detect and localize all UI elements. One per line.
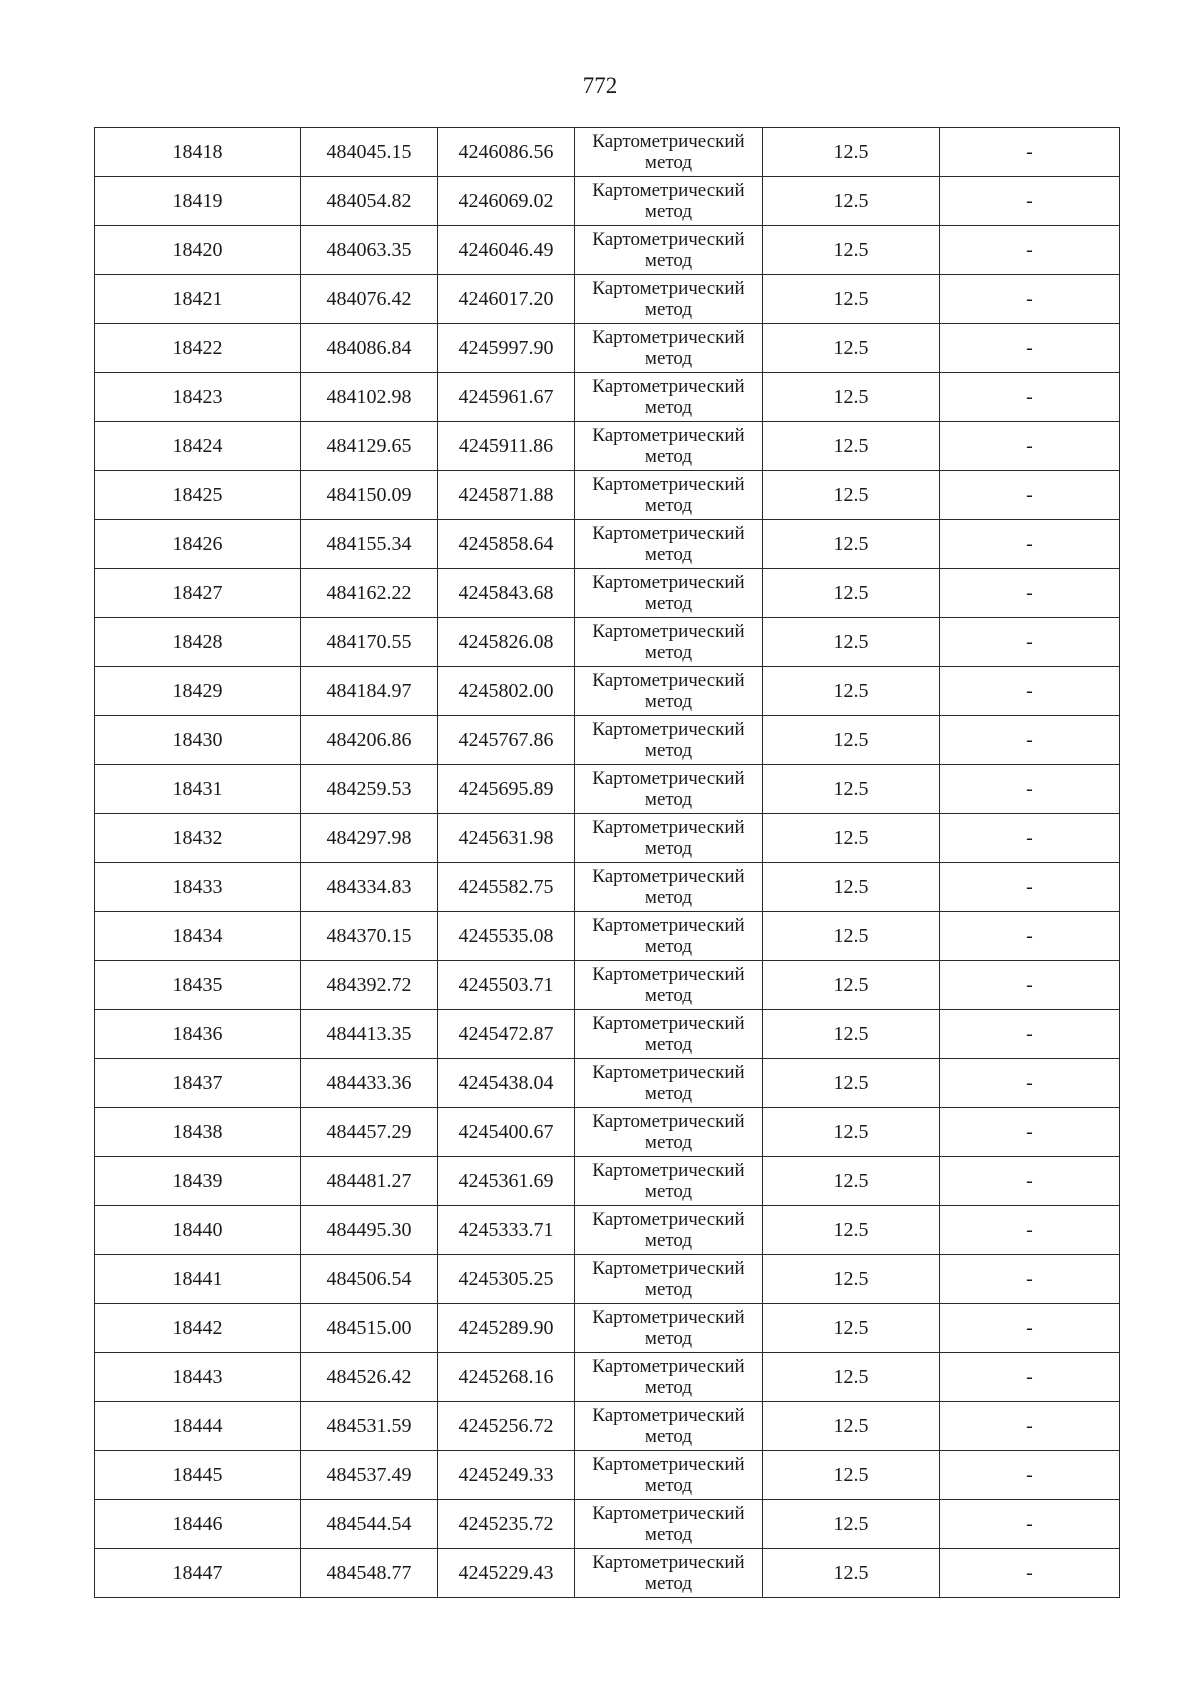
point-number-cell: 18438 [95, 1108, 301, 1157]
page-number: 772 [582, 73, 618, 98]
table-row [95, 1157, 1120, 1206]
coordinates-table-body [95, 128, 1120, 1598]
x-coordinate-cell: 484206.86 [301, 716, 438, 765]
table-row [95, 1451, 1120, 1500]
method-line-2: метод [644, 446, 693, 467]
method-line-2: метод [644, 1524, 693, 1545]
note-cell: - [940, 471, 1120, 520]
table-row [95, 765, 1120, 814]
y-coordinate-cell: 4245843.68 [438, 569, 575, 618]
method-line-1: Картометрический [592, 1307, 745, 1328]
table-row [95, 1206, 1120, 1255]
coordinates-table [94, 127, 1120, 1598]
y-coordinate-cell: 4245438.04 [438, 1059, 575, 1108]
method-line-1: Картометрический [592, 474, 745, 495]
method-line-1: Картометрический [592, 768, 745, 789]
method-line-1: Картометрический [592, 670, 745, 691]
x-coordinate-cell: 484129.65 [301, 422, 438, 471]
accuracy-cell: 12.5 [763, 961, 940, 1010]
method-line-1: Картометрический [592, 817, 745, 838]
note-cell: - [940, 1304, 1120, 1353]
y-coordinate-cell: 4245256.72 [438, 1402, 575, 1451]
x-coordinate-cell: 484506.54 [301, 1255, 438, 1304]
point-number-cell: 18435 [95, 961, 301, 1010]
y-coordinate-cell: 4246086.56 [438, 128, 575, 177]
method-cell [575, 1500, 763, 1549]
method-line-2: метод [644, 1573, 693, 1594]
method-cell [575, 814, 763, 863]
method-line-2: метод [644, 397, 693, 418]
y-coordinate-cell: 4245997.90 [438, 324, 575, 373]
point-number-cell: 18422 [95, 324, 301, 373]
table-row [95, 1304, 1120, 1353]
x-coordinate-cell: 484155.34 [301, 520, 438, 569]
y-coordinate-cell: 4245582.75 [438, 863, 575, 912]
method-line-1: Картометрический [592, 1552, 745, 1573]
accuracy-cell: 12.5 [763, 1059, 940, 1108]
method-cell [575, 1059, 763, 1108]
note-cell: - [940, 324, 1120, 373]
note-cell: - [940, 1010, 1120, 1059]
method-line-1: Картометрический [592, 278, 745, 299]
method-line-1: Картометрический [592, 1111, 745, 1132]
table-row [95, 912, 1120, 961]
y-coordinate-cell: 4245858.64 [438, 520, 575, 569]
accuracy-cell: 12.5 [763, 716, 940, 765]
method-line-2: метод [644, 1377, 693, 1398]
accuracy-cell: 12.5 [763, 863, 940, 912]
y-coordinate-cell: 4245767.86 [438, 716, 575, 765]
note-cell: - [940, 422, 1120, 471]
method-cell [575, 324, 763, 373]
y-coordinate-cell: 4246069.02 [438, 177, 575, 226]
method-line-2: метод [644, 348, 693, 369]
note-cell: - [940, 1157, 1120, 1206]
y-coordinate-cell: 4245249.33 [438, 1451, 575, 1500]
method-cell [575, 471, 763, 520]
method-cell [575, 1157, 763, 1206]
table-row [95, 324, 1120, 373]
table-row [95, 373, 1120, 422]
table-row [95, 1549, 1120, 1598]
note-cell: - [940, 1255, 1120, 1304]
note-cell: - [940, 520, 1120, 569]
method-line-2: метод [644, 1279, 693, 1300]
method-line-2: метод [644, 642, 693, 663]
point-number-cell: 18440 [95, 1206, 301, 1255]
accuracy-cell: 12.5 [763, 1108, 940, 1157]
point-number-cell: 18443 [95, 1353, 301, 1402]
y-coordinate-cell: 4245289.90 [438, 1304, 575, 1353]
x-coordinate-cell: 484433.36 [301, 1059, 438, 1108]
method-cell [575, 1010, 763, 1059]
x-coordinate-cell: 484392.72 [301, 961, 438, 1010]
method-cell [575, 1451, 763, 1500]
method-cell [575, 1255, 763, 1304]
method-line-2: метод [644, 1230, 693, 1251]
x-coordinate-cell: 484413.35 [301, 1010, 438, 1059]
table-row [95, 569, 1120, 618]
y-coordinate-cell: 4245503.71 [438, 961, 575, 1010]
method-line-2: метод [644, 789, 693, 810]
table-row [95, 177, 1120, 226]
x-coordinate-cell: 484544.54 [301, 1500, 438, 1549]
accuracy-cell: 12.5 [763, 1500, 940, 1549]
method-line-2: метод [644, 691, 693, 712]
method-line-2: метод [644, 544, 693, 565]
x-coordinate-cell: 484162.22 [301, 569, 438, 618]
x-coordinate-cell: 484531.59 [301, 1402, 438, 1451]
method-cell [575, 569, 763, 618]
method-line-1: Картометрический [592, 1209, 745, 1230]
method-line-2: метод [644, 936, 693, 957]
point-number-cell: 18427 [95, 569, 301, 618]
method-line-1: Картометрический [592, 621, 745, 642]
method-cell [575, 275, 763, 324]
x-coordinate-cell: 484150.09 [301, 471, 438, 520]
method-line-2: метод [644, 887, 693, 908]
method-cell [575, 177, 763, 226]
method-line-2: метод [644, 152, 693, 173]
table-row [95, 520, 1120, 569]
note-cell: - [940, 1549, 1120, 1598]
table-row [95, 814, 1120, 863]
x-coordinate-cell: 484495.30 [301, 1206, 438, 1255]
accuracy-cell: 12.5 [763, 765, 940, 814]
table-row [95, 226, 1120, 275]
method-line-2: метод [644, 985, 693, 1006]
note-cell: - [940, 961, 1120, 1010]
accuracy-cell: 12.5 [763, 814, 940, 863]
table-row [95, 1255, 1120, 1304]
note-cell: - [940, 1402, 1120, 1451]
accuracy-cell: 12.5 [763, 569, 940, 618]
point-number-cell: 18447 [95, 1549, 301, 1598]
point-number-cell: 18423 [95, 373, 301, 422]
note-cell: - [940, 373, 1120, 422]
accuracy-cell: 12.5 [763, 1304, 940, 1353]
point-number-cell: 18444 [95, 1402, 301, 1451]
x-coordinate-cell: 484537.49 [301, 1451, 438, 1500]
y-coordinate-cell: 4245911.86 [438, 422, 575, 471]
method-cell [575, 1353, 763, 1402]
table-row [95, 961, 1120, 1010]
x-coordinate-cell: 484054.82 [301, 177, 438, 226]
method-line-1: Картометрический [592, 915, 745, 936]
method-cell [575, 1206, 763, 1255]
method-line-2: метод [644, 593, 693, 614]
accuracy-cell: 12.5 [763, 128, 940, 177]
accuracy-cell: 12.5 [763, 1255, 940, 1304]
note-cell: - [940, 1206, 1120, 1255]
method-line-2: метод [644, 250, 693, 271]
method-line-1: Картометрический [592, 1062, 745, 1083]
point-number-cell: 18421 [95, 275, 301, 324]
method-line-2: метод [644, 299, 693, 320]
point-number-cell: 18430 [95, 716, 301, 765]
point-number-cell: 18437 [95, 1059, 301, 1108]
x-coordinate-cell: 484370.15 [301, 912, 438, 961]
point-number-cell: 18445 [95, 1451, 301, 1500]
method-line-1: Картометрический [592, 1405, 745, 1426]
accuracy-cell: 12.5 [763, 275, 940, 324]
y-coordinate-cell: 4245229.43 [438, 1549, 575, 1598]
method-cell [575, 863, 763, 912]
table-row [95, 716, 1120, 765]
point-number-cell: 18441 [95, 1255, 301, 1304]
table-row [95, 1500, 1120, 1549]
method-cell [575, 912, 763, 961]
note-cell: - [940, 667, 1120, 716]
accuracy-cell: 12.5 [763, 1206, 940, 1255]
accuracy-cell: 12.5 [763, 1451, 940, 1500]
accuracy-cell: 12.5 [763, 520, 940, 569]
method-line-2: метод [644, 201, 693, 222]
table-row [95, 863, 1120, 912]
method-cell [575, 716, 763, 765]
note-cell: - [940, 177, 1120, 226]
y-coordinate-cell: 4245535.08 [438, 912, 575, 961]
accuracy-cell: 12.5 [763, 226, 940, 275]
y-coordinate-cell: 4245268.16 [438, 1353, 575, 1402]
y-coordinate-cell: 4246017.20 [438, 275, 575, 324]
y-coordinate-cell: 4245305.25 [438, 1255, 575, 1304]
point-number-cell: 18433 [95, 863, 301, 912]
point-number-cell: 18432 [95, 814, 301, 863]
method-line-2: метод [644, 1034, 693, 1055]
accuracy-cell: 12.5 [763, 1549, 940, 1598]
point-number-cell: 18446 [95, 1500, 301, 1549]
method-line-2: метод [644, 740, 693, 761]
method-line-1: Картометрический [592, 964, 745, 985]
accuracy-cell: 12.5 [763, 1010, 940, 1059]
note-cell: - [940, 569, 1120, 618]
note-cell: - [940, 1059, 1120, 1108]
method-cell [575, 226, 763, 275]
y-coordinate-cell: 4245472.87 [438, 1010, 575, 1059]
accuracy-cell: 12.5 [763, 1353, 940, 1402]
method-cell [575, 765, 763, 814]
note-cell: - [940, 716, 1120, 765]
method-line-1: Картометрический [592, 1454, 745, 1475]
note-cell: - [940, 1353, 1120, 1402]
method-line-2: метод [644, 1328, 693, 1349]
x-coordinate-cell: 484045.15 [301, 128, 438, 177]
method-line-2: метод [644, 1426, 693, 1447]
accuracy-cell: 12.5 [763, 1157, 940, 1206]
point-number-cell: 18424 [95, 422, 301, 471]
method-line-2: метод [644, 1475, 693, 1496]
table-row [95, 1059, 1120, 1108]
method-line-1: Картометрический [592, 229, 745, 250]
point-number-cell: 18426 [95, 520, 301, 569]
x-coordinate-cell: 484334.83 [301, 863, 438, 912]
point-number-cell: 18436 [95, 1010, 301, 1059]
method-line-1: Картометрический [592, 1160, 745, 1181]
y-coordinate-cell: 4245871.88 [438, 471, 575, 520]
x-coordinate-cell: 484515.00 [301, 1304, 438, 1353]
y-coordinate-cell: 4245235.72 [438, 1500, 575, 1549]
y-coordinate-cell: 4246046.49 [438, 226, 575, 275]
note-cell: - [940, 912, 1120, 961]
method-line-1: Картометрический [592, 1356, 745, 1377]
table-row [95, 1108, 1120, 1157]
method-cell [575, 128, 763, 177]
note-cell: - [940, 765, 1120, 814]
method-cell [575, 618, 763, 667]
method-line-1: Картометрический [592, 866, 745, 887]
x-coordinate-cell: 484526.42 [301, 1353, 438, 1402]
method-cell [575, 520, 763, 569]
accuracy-cell: 12.5 [763, 618, 940, 667]
method-cell [575, 1549, 763, 1598]
y-coordinate-cell: 4245631.98 [438, 814, 575, 863]
note-cell: - [940, 863, 1120, 912]
method-line-1: Картометрический [592, 719, 745, 740]
point-number-cell: 18431 [95, 765, 301, 814]
method-cell [575, 422, 763, 471]
method-cell [575, 1304, 763, 1353]
method-line-1: Картометрический [592, 572, 745, 593]
table-row [95, 1010, 1120, 1059]
y-coordinate-cell: 4245961.67 [438, 373, 575, 422]
method-cell [575, 961, 763, 1010]
method-line-2: метод [644, 495, 693, 516]
table-row [95, 1402, 1120, 1451]
note-cell: - [940, 226, 1120, 275]
x-coordinate-cell: 484548.77 [301, 1549, 438, 1598]
method-line-1: Картометрический [592, 180, 745, 201]
y-coordinate-cell: 4245400.67 [438, 1108, 575, 1157]
x-coordinate-cell: 484063.35 [301, 226, 438, 275]
note-cell: - [940, 1451, 1120, 1500]
note-cell: - [940, 1500, 1120, 1549]
x-coordinate-cell: 484259.53 [301, 765, 438, 814]
note-cell: - [940, 618, 1120, 667]
x-coordinate-cell: 484086.84 [301, 324, 438, 373]
note-cell: - [940, 275, 1120, 324]
point-number-cell: 18442 [95, 1304, 301, 1353]
method-line-1: Картометрический [592, 376, 745, 397]
method-cell [575, 373, 763, 422]
accuracy-cell: 12.5 [763, 422, 940, 471]
x-coordinate-cell: 484481.27 [301, 1157, 438, 1206]
method-line-2: метод [644, 838, 693, 859]
table-row [95, 471, 1120, 520]
method-line-1: Картометрический [592, 1503, 745, 1524]
table-row [95, 667, 1120, 716]
accuracy-cell: 12.5 [763, 324, 940, 373]
accuracy-cell: 12.5 [763, 1402, 940, 1451]
table-row [95, 422, 1120, 471]
y-coordinate-cell: 4245695.89 [438, 765, 575, 814]
method-cell [575, 1402, 763, 1451]
method-line-2: метод [644, 1083, 693, 1104]
method-cell [575, 667, 763, 716]
accuracy-cell: 12.5 [763, 912, 940, 961]
method-line-1: Картометрический [592, 327, 745, 348]
y-coordinate-cell: 4245826.08 [438, 618, 575, 667]
accuracy-cell: 12.5 [763, 373, 940, 422]
point-number-cell: 18428 [95, 618, 301, 667]
accuracy-cell: 12.5 [763, 471, 940, 520]
method-cell [575, 1108, 763, 1157]
accuracy-cell: 12.5 [763, 177, 940, 226]
table-row [95, 275, 1120, 324]
y-coordinate-cell: 4245333.71 [438, 1206, 575, 1255]
x-coordinate-cell: 484184.97 [301, 667, 438, 716]
x-coordinate-cell: 484457.29 [301, 1108, 438, 1157]
table-row [95, 128, 1120, 177]
x-coordinate-cell: 484076.42 [301, 275, 438, 324]
table-row [95, 618, 1120, 667]
point-number-cell: 18429 [95, 667, 301, 716]
note-cell: - [940, 814, 1120, 863]
x-coordinate-cell: 484102.98 [301, 373, 438, 422]
accuracy-cell: 12.5 [763, 667, 940, 716]
method-line-1: Картометрический [592, 131, 745, 152]
point-number-cell: 18420 [95, 226, 301, 275]
point-number-cell: 18419 [95, 177, 301, 226]
note-cell: - [940, 128, 1120, 177]
method-line-1: Картометрический [592, 523, 745, 544]
table-row [95, 1353, 1120, 1402]
method-line-1: Картометрический [592, 425, 745, 446]
point-number-cell: 18439 [95, 1157, 301, 1206]
method-line-1: Картометрический [592, 1013, 745, 1034]
x-coordinate-cell: 484297.98 [301, 814, 438, 863]
y-coordinate-cell: 4245802.00 [438, 667, 575, 716]
point-number-cell: 18418 [95, 128, 301, 177]
note-cell: - [940, 1108, 1120, 1157]
point-number-cell: 18434 [95, 912, 301, 961]
method-line-2: метод [644, 1132, 693, 1153]
y-coordinate-cell: 4245361.69 [438, 1157, 575, 1206]
method-line-1: Картометрический [592, 1258, 745, 1279]
x-coordinate-cell: 484170.55 [301, 618, 438, 667]
point-number-cell: 18425 [95, 471, 301, 520]
method-line-2: метод [644, 1181, 693, 1202]
